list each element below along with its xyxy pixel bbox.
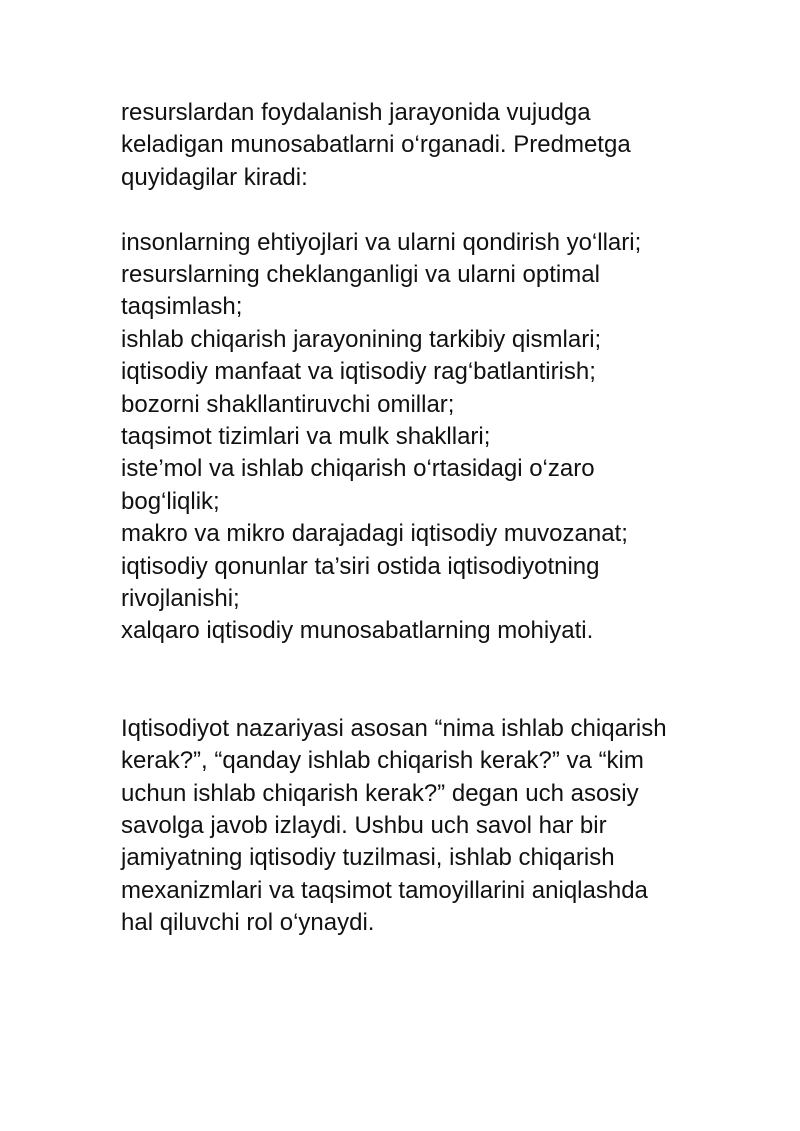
text-line: taqsimot tizimlari va mulk shakllari;: [121, 423, 491, 451]
text-line: jamiyatning iqtisodiy tuzilmasi, ishlab chiqarish: [121, 844, 615, 872]
list-item: [121, 615, 701, 647]
text-line: rivojlanishi;: [121, 585, 240, 613]
text-line: hal qiluvchi rol o‘ynaydi.: [121, 909, 375, 937]
topic-list: [121, 227, 701, 648]
list-item: [121, 421, 701, 453]
text-line: quyidagilar kiradi:: [121, 163, 308, 191]
list-item: [121, 389, 701, 421]
list-item: [121, 324, 701, 356]
text-line: keladigan munosabatlarni o‘rganadi. Predmetga: [121, 131, 631, 159]
text-line: resurslardan foydalanish jarayonida vujudga: [121, 99, 591, 126]
closing-paragraph: [121, 713, 701, 940]
document-body: [121, 97, 701, 940]
text-line: Iqtisodiyot nazariyasi asosan “nima ishlab chiqarish: [121, 714, 667, 742]
list-item: [121, 259, 701, 324]
text-line: taqsimlash;: [121, 293, 243, 321]
list-item: [121, 356, 701, 388]
text-line: iste’mol va ishlab chiqarish o‘rtasidagi o‘zaro: [121, 455, 595, 483]
text-line: mexanizmlari va taqsimot tamoyillarini aniqlashda: [121, 876, 648, 904]
list-item: [121, 551, 701, 616]
text-line: kerak?”, “qanday ishlab chiqarish kerak?” va “kim: [121, 747, 644, 775]
text-line: ishlab chiqarish jarayonining tarkibiy qismlari;: [121, 325, 602, 353]
list-item: [121, 227, 701, 259]
text-line: iqtisodiy qonunlar ta’siri ostida iqtisodiyotning: [121, 552, 600, 580]
text-line: resurslarning cheklanganligi va ularni optimal: [121, 261, 600, 289]
list-item: [121, 453, 701, 518]
list-item: [121, 518, 701, 550]
text-line: savolga javob izlaydi. Ushbu uch savol har bir: [121, 811, 607, 839]
text-line: xalqaro iqtisodiy munosabatlarning mohiyati.: [121, 617, 594, 645]
text-line: makro va mikro darajadagi iqtisodiy muvozanat;: [121, 520, 628, 548]
text-line: bog‘liqlik;: [121, 487, 220, 515]
text-line: insonlarning ehtiyojlari va ularni qondirish yo‘llari;: [121, 228, 642, 256]
text-line: uchun ishlab chiqarish kerak?” degan uch asosiy: [121, 779, 639, 807]
intro-paragraph: [121, 97, 701, 194]
text-line: bozorni shakllantiruvchi omillar;: [121, 390, 455, 418]
text-line: iqtisodiy manfaat va iqtisodiy rag‘batlantirish;: [121, 358, 596, 386]
